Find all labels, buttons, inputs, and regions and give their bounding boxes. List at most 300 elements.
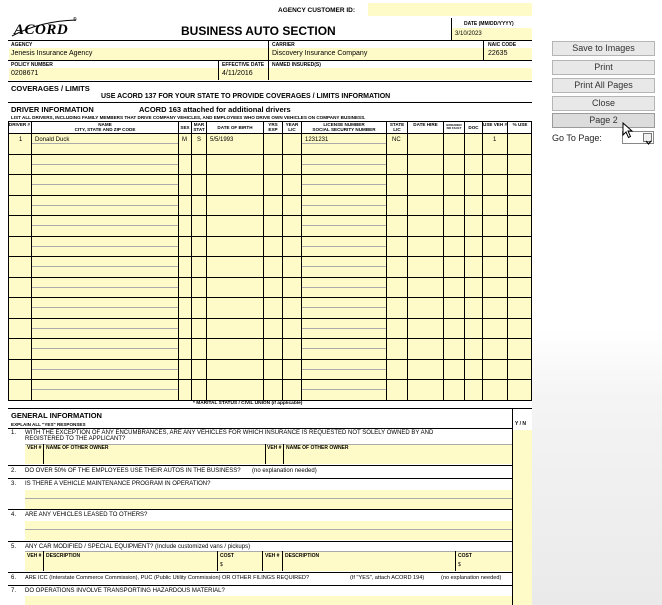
q5-cost-symbol-2: $: [458, 562, 461, 568]
save-to-images-button[interactable]: Save to Images: [552, 41, 655, 56]
col-header-yrs-exp: YRS EXP: [268, 122, 278, 132]
q6-note-2: (no explanation needed): [441, 575, 502, 581]
driver-cell[interactable]: [483, 175, 507, 195]
driver-cell[interactable]: [283, 155, 301, 175]
driver-cell[interactable]: [408, 134, 443, 154]
q2-note: (no explanation needed): [252, 468, 317, 474]
col-header-mar-stat: MAR STAT: [193, 122, 205, 132]
q4-answer-area[interactable]: [25, 521, 512, 540]
driver-cell[interactable]: [408, 278, 443, 298]
driver-col-rule: [8, 121, 9, 400]
q1-veh-label: VEH #: [27, 445, 42, 451]
driver-row-rule: [8, 379, 532, 380]
q3-number: 3.: [11, 481, 17, 487]
driver-cell-split: [32, 328, 178, 329]
driver-cell[interactable]: [483, 216, 507, 236]
divider: [43, 551, 44, 571]
driver-cell[interactable]: [179, 278, 191, 298]
driver-col-rule: [178, 121, 179, 400]
divider: [265, 444, 266, 464]
driver-cell-split: [302, 348, 386, 349]
driver-cell[interactable]: [283, 216, 301, 236]
driver-cell[interactable]: [408, 216, 443, 236]
driver-cell[interactable]: [192, 298, 206, 318]
divider: [43, 444, 44, 464]
rule: [8, 585, 512, 586]
driver-cell[interactable]: [207, 360, 263, 380]
driver-cell[interactable]: [9, 237, 31, 257]
form-title: BUSINESS AUTO SECTION: [181, 24, 336, 38]
driver-cell[interactable]: [387, 339, 407, 359]
driver-cell-split: [302, 389, 386, 390]
driver-cell[interactable]: [207, 298, 263, 318]
driver-cell[interactable]: [192, 360, 206, 380]
driver-col-rule: [464, 121, 465, 400]
named-insured-label: NAMED INSURED(S): [272, 62, 321, 68]
driver-cell[interactable]: [192, 196, 206, 216]
print-button[interactable]: Print: [552, 60, 655, 75]
driver-cell-split: [32, 369, 178, 370]
driver-cell[interactable]: [408, 155, 443, 175]
marital-footnote: * MARITAL STATUS / CIVIL UNION (if applicable): [193, 401, 303, 406]
policy-value: 0208671: [11, 70, 39, 77]
driver-cell-split: [302, 307, 386, 308]
driver-cell[interactable]: [408, 237, 443, 257]
driver-cell[interactable]: [192, 278, 206, 298]
driver-cell[interactable]: [9, 278, 31, 298]
driver-cell-split: [302, 205, 386, 206]
driver-cell[interactable]: [179, 319, 191, 339]
rule: [25, 529, 512, 530]
driver-cell[interactable]: [508, 380, 532, 400]
driver-cell[interactable]: [444, 360, 464, 380]
driver-cell[interactable]: [408, 380, 443, 400]
driver-col-rule: [407, 121, 408, 400]
driver-cell[interactable]: [283, 339, 301, 359]
agency-customer-id-field[interactable]: [368, 3, 532, 16]
chevron-down-icon[interactable]: [643, 133, 652, 142]
mouse-pointer-icon: [622, 122, 634, 139]
policy-label: POLICY NUMBER: [11, 62, 53, 68]
q5-desc-label: DESCRIPTION: [46, 553, 81, 559]
q3-answer-area[interactable]: [25, 490, 512, 509]
driver-cell[interactable]: [465, 257, 482, 277]
driver-cell[interactable]: [207, 216, 263, 236]
driver-cell[interactable]: [508, 339, 532, 359]
driver-cell[interactable]: [9, 196, 31, 216]
driver-cell[interactable]: [264, 237, 282, 257]
driver-cell[interactable]: [508, 216, 532, 236]
q5-cost-label-2: COST: [458, 553, 472, 559]
driver-cell-split: [302, 164, 386, 165]
q1-veh-label-2: VEH #: [267, 445, 282, 451]
driver-cell[interactable]: [483, 196, 507, 216]
driver-cell[interactable]: [207, 175, 263, 195]
chevron-down-glyph: [644, 138, 653, 147]
driver-cell-split: [302, 184, 386, 185]
driver-cell[interactable]: [283, 257, 301, 277]
q1-owner-label: NAME OF OTHER OWNER: [46, 445, 109, 451]
driver-1-dob: 5/5/1993: [210, 137, 234, 143]
driver-cell-split: [32, 205, 178, 206]
driver-cell-split: [32, 389, 178, 390]
col-header-date-hire: DATE HIRE: [413, 122, 438, 127]
driver-cell[interactable]: [264, 360, 282, 380]
driver-cell[interactable]: [444, 216, 464, 236]
driver-cell[interactable]: [192, 339, 206, 359]
driver-col-rule: [443, 121, 444, 400]
driver-cell[interactable]: [444, 196, 464, 216]
q1-text: WITH THE EXCEPTION OF ANY ENCUMBRANCES, ARE ANY VEHICLES FOR WHICH INSURANCE IS REQUESTED NOT SOLELY OWNED BY AND: [25, 430, 434, 436]
driver-cell[interactable]: [444, 175, 464, 195]
yn-header: Y / N: [515, 421, 527, 427]
driver-cell[interactable]: [408, 360, 443, 380]
divider: [283, 444, 284, 464]
carrier-label: CARRIER: [272, 42, 295, 48]
acord-logo: [10, 17, 80, 39]
driver-cell[interactable]: [508, 319, 532, 339]
driver-cell-split: [32, 348, 178, 349]
driver-row-rule: [8, 359, 532, 360]
q6-text: ARE ICC (Interstate Commerce Commission), PUC (Public Utility Commission) OR OTHER FILINGS REQUIRED?: [25, 575, 310, 581]
driver-cell[interactable]: [283, 196, 301, 216]
driver-cell[interactable]: [408, 298, 443, 318]
driver-cell[interactable]: [408, 339, 443, 359]
driver-cell-split: [302, 266, 386, 267]
driver-row-rule: [8, 256, 532, 257]
driver-cell[interactable]: [9, 339, 31, 359]
naic-value: 22635: [488, 50, 508, 57]
driver-cell[interactable]: [465, 134, 482, 154]
driver-cell[interactable]: [465, 175, 482, 195]
driver-cell[interactable]: [508, 298, 532, 318]
driver-col-rule: [282, 121, 283, 400]
driver-col-rule: [301, 121, 302, 400]
col-header-broadened: BROADEN NO FAULT: [446, 123, 462, 130]
driver-1-mar: S: [197, 137, 202, 143]
driver-cell[interactable]: [179, 175, 191, 195]
driver-cell[interactable]: [444, 380, 464, 400]
driver-cell[interactable]: [264, 134, 282, 154]
q2-text: DO OVER 50% OF THE EMPLOYEES USE THEIR AUTOS IN THE BUSINESS?: [25, 468, 241, 474]
driver-cell[interactable]: [408, 196, 443, 216]
named-insured-field[interactable]: [269, 68, 532, 80]
divider: [262, 551, 263, 571]
driver-cell[interactable]: [465, 298, 482, 318]
driver-cell[interactable]: [508, 196, 532, 216]
driver-cell[interactable]: [179, 196, 191, 216]
driver-row-rule: [8, 297, 532, 298]
driver-col-rule: [386, 121, 387, 400]
driver-cell[interactable]: [387, 196, 407, 216]
date-value: 3/10/2023: [455, 31, 482, 37]
driver-cell[interactable]: [444, 298, 464, 318]
driver-cell[interactable]: [179, 380, 191, 400]
driver-1-sex: M: [182, 137, 187, 143]
driver-cell[interactable]: [444, 237, 464, 257]
driver-cell[interactable]: [264, 216, 282, 236]
driver-cell[interactable]: [283, 134, 301, 154]
q1-owner-label-2: NAME OF OTHER OWNER: [286, 445, 349, 451]
driver-cell[interactable]: [387, 155, 407, 175]
col-header-driver-num: DRIVER #: [8, 122, 31, 127]
q6-note: (If "YES", attach ACORD 194): [350, 575, 425, 581]
rule: [8, 465, 512, 466]
driver-cell[interactable]: [207, 196, 263, 216]
driver-cell[interactable]: [192, 319, 206, 339]
driver-cell[interactable]: [444, 257, 464, 277]
driver-cell[interactable]: [387, 360, 407, 380]
driver-cell[interactable]: [508, 278, 532, 298]
q5-desc-label-2: DESCRIPTION: [285, 553, 320, 559]
driver-cell[interactable]: [387, 237, 407, 257]
rule: [8, 541, 512, 542]
rule: [8, 102, 532, 103]
driver-cell[interactable]: [207, 237, 263, 257]
driver-cell[interactable]: [387, 380, 407, 400]
driver-1-license: 1231231: [305, 137, 329, 143]
driver-cell[interactable]: [9, 360, 31, 380]
driver-cell[interactable]: [192, 257, 206, 277]
driver-cell[interactable]: [9, 216, 31, 236]
driver-1-state: NC: [392, 137, 401, 143]
rule: [25, 551, 512, 552]
q5-cost-label: COST: [220, 553, 234, 559]
driver-cell[interactable]: [283, 298, 301, 318]
yn-column-fields[interactable]: [513, 430, 532, 605]
col-header-year-lic: YEAR LIC: [285, 122, 299, 132]
driver-cell[interactable]: [483, 339, 507, 359]
rule: [8, 509, 512, 510]
driver-cell[interactable]: [408, 319, 443, 339]
driver-cell[interactable]: [465, 216, 482, 236]
agency-customer-id-label: AGENCY CUSTOMER ID:: [278, 7, 356, 14]
driver-cell[interactable]: [264, 298, 282, 318]
driver-cell[interactable]: [264, 319, 282, 339]
driver-col-rule: [31, 121, 32, 400]
driver-row-rule: [8, 277, 532, 278]
col-header-name: NAME CITY, STATE AND ZIP CODE: [74, 122, 136, 132]
driver-cell[interactable]: [387, 216, 407, 236]
agency-value: Jenesis Insurance Agency: [11, 50, 93, 57]
driver-cell[interactable]: [264, 155, 282, 175]
col-header-sex: SEX: [180, 125, 190, 130]
driver-cell-split: [302, 287, 386, 288]
driver-cell[interactable]: [192, 380, 206, 400]
driver-1-num: 1: [19, 137, 23, 143]
driver-cell[interactable]: [179, 216, 191, 236]
driver-cell[interactable]: [483, 319, 507, 339]
driver-info-title: DRIVER INFORMATION: [11, 105, 94, 114]
driver-cell[interactable]: [444, 278, 464, 298]
driver-cell[interactable]: [483, 298, 507, 318]
driver-cell[interactable]: [264, 196, 282, 216]
driver-cell[interactable]: [508, 257, 532, 277]
print-all-pages-button[interactable]: Print All Pages: [552, 78, 655, 93]
driver-cell[interactable]: [207, 319, 263, 339]
general-info-title: GENERAL INFORMATION: [11, 411, 102, 420]
driver-cell[interactable]: [483, 360, 507, 380]
driver-cell[interactable]: [179, 257, 191, 277]
driver-cell[interactable]: [387, 257, 407, 277]
driver-cell[interactable]: [465, 196, 482, 216]
driver-cell-split: [32, 307, 178, 308]
col-header-use-veh: USE VEH #: [483, 122, 507, 127]
q7-text: DO OPERATIONS INVOLVE TRANSPORTING HAZARDOUS MATERIAL?: [25, 588, 225, 594]
q7-number: 7.: [11, 588, 17, 594]
q1-number: 1.: [11, 430, 17, 436]
driver-cell[interactable]: [207, 257, 263, 277]
driver-cell[interactable]: [207, 339, 263, 359]
q5-veh-label-2: VEH #: [265, 553, 280, 559]
driver-cell[interactable]: [9, 257, 31, 277]
driver-cell[interactable]: [444, 155, 464, 175]
driver-cell[interactable]: [264, 175, 282, 195]
col-header-pct-use: % USE: [512, 122, 528, 127]
date-label: DATE (MM/DD/YYYY): [464, 21, 514, 27]
driver-cell[interactable]: [465, 360, 482, 380]
effective-value: 4/11/2016: [222, 70, 253, 77]
driver-cell[interactable]: [9, 175, 31, 195]
driver-cell[interactable]: [387, 319, 407, 339]
driver-cell-split: [32, 225, 178, 226]
driver-cell-split: [302, 369, 386, 370]
rule: [8, 478, 512, 479]
naic-label: NAIC CODE: [488, 42, 517, 48]
driver-cell[interactable]: [264, 278, 282, 298]
policy-field[interactable]: [9, 68, 218, 80]
driver-cell[interactable]: [465, 278, 482, 298]
driver-cell[interactable]: [192, 216, 206, 236]
driver-cell[interactable]: [465, 380, 482, 400]
driver-cell[interactable]: [264, 257, 282, 277]
driver-cell[interactable]: [207, 155, 263, 175]
driver-cell[interactable]: [192, 175, 206, 195]
acord-logo-mark: ®: [73, 17, 77, 23]
driver-cell[interactable]: [387, 175, 407, 195]
driver-cell[interactable]: [179, 360, 191, 380]
driver-cell[interactable]: [508, 134, 532, 154]
driver-cell[interactable]: [264, 380, 282, 400]
driver-col-rule: [482, 121, 483, 400]
driver-cell[interactable]: [207, 380, 263, 400]
driver-cell[interactable]: [508, 237, 532, 257]
driver-cell[interactable]: [387, 278, 407, 298]
driver-cell[interactable]: [283, 380, 301, 400]
driver-cell[interactable]: [9, 298, 31, 318]
driver-row-rule: [8, 215, 532, 216]
rule: [8, 572, 512, 573]
divider: [217, 551, 218, 571]
driver-cell[interactable]: [465, 237, 482, 257]
driver-cell[interactable]: [283, 237, 301, 257]
driver-cell[interactable]: [483, 155, 507, 175]
rule: [8, 60, 532, 61]
driver-cell[interactable]: [179, 237, 191, 257]
q5-number: 5.: [11, 544, 17, 550]
col-header-doc: DOC: [468, 125, 479, 130]
rule: [25, 498, 512, 499]
driver-row-rule: [8, 338, 532, 339]
q7-answer-area[interactable]: [25, 596, 512, 605]
driver-cell-split: [32, 287, 178, 288]
driver-cell[interactable]: [283, 278, 301, 298]
driver-cell[interactable]: [264, 339, 282, 359]
col-header-state-lic: STATE LIC: [389, 122, 405, 132]
driver-cell[interactable]: [408, 257, 443, 277]
carrier-value: Discovery Insurance Company: [272, 50, 368, 57]
driver-cell[interactable]: [9, 155, 31, 175]
driver-cell[interactable]: [483, 257, 507, 277]
driver-cell[interactable]: [192, 155, 206, 175]
driver-cell[interactable]: [9, 380, 31, 400]
driver-col-rule: [263, 121, 264, 400]
page-button[interactable]: Page 2: [552, 113, 655, 128]
driver-cell[interactable]: [408, 175, 443, 195]
q3-text: IS THERE A VEHICLE MAINTENANCE PROGRAM IN OPERATION?: [25, 481, 211, 487]
driver-cell-split: [302, 328, 386, 329]
explain-yes-label: EXPLAIN ALL "YES" RESPONSES: [11, 422, 86, 427]
driver-cell[interactable]: [283, 360, 301, 380]
driver-1-name: Donald Duck: [35, 137, 70, 143]
driver-cell[interactable]: [179, 339, 191, 359]
driver-cell-split: [32, 246, 178, 247]
divider: [455, 551, 456, 571]
q5-veh-label: VEH #: [27, 553, 42, 559]
driver-cell[interactable]: [508, 360, 532, 380]
driver-cell[interactable]: [179, 155, 191, 175]
driver-cell[interactable]: [207, 278, 263, 298]
driver-cell[interactable]: [465, 319, 482, 339]
col-header-license: LICENSE NUMBER SOCIAL SECURITY NUMBER: [312, 122, 376, 132]
driver-cell-split: [302, 246, 386, 247]
driver-cell[interactable]: [444, 134, 464, 154]
driver-cell[interactable]: [192, 237, 206, 257]
close-button[interactable]: Close: [552, 96, 655, 111]
driver-cell-split: [302, 143, 386, 144]
driver-cell[interactable]: [465, 155, 482, 175]
driver-cell[interactable]: [387, 298, 407, 318]
driver-cell[interactable]: [483, 237, 507, 257]
driver-table-grid: [8, 121, 532, 399]
driver-cell[interactable]: [483, 380, 507, 400]
effective-label: EFFECTIVE DATE: [222, 62, 265, 68]
driver-row-rule: [8, 236, 532, 237]
driver-cell[interactable]: [465, 339, 482, 359]
driver-cell[interactable]: [283, 175, 301, 195]
driver-row-rule: [8, 174, 532, 175]
driver-cell[interactable]: [179, 298, 191, 318]
driver-col-rule: [206, 121, 207, 400]
driver-row-rule: [8, 195, 532, 196]
q4-text: ARE ANY VEHICLES LEASED TO OTHERS?: [25, 512, 148, 518]
driver-cell[interactable]: [283, 319, 301, 339]
agency-label: AGENCY: [11, 42, 33, 48]
driver-cell[interactable]: [444, 319, 464, 339]
divider: [282, 551, 283, 571]
driver-cell[interactable]: [508, 155, 532, 175]
rule: [8, 40, 532, 41]
driver-cell-split: [302, 225, 386, 226]
driver-cell[interactable]: [483, 278, 507, 298]
driver-cell[interactable]: [508, 175, 532, 195]
driver-cell[interactable]: [9, 319, 31, 339]
coverages-note: USE ACORD 137 FOR YOUR STATE TO PROVIDE COVERAGES / LIMITS INFORMATION: [101, 93, 391, 100]
q6-number: 6.: [11, 575, 17, 581]
driver-cell[interactable]: [444, 339, 464, 359]
driver-col-rule: [191, 121, 192, 400]
driver-row-rule: [8, 154, 532, 155]
